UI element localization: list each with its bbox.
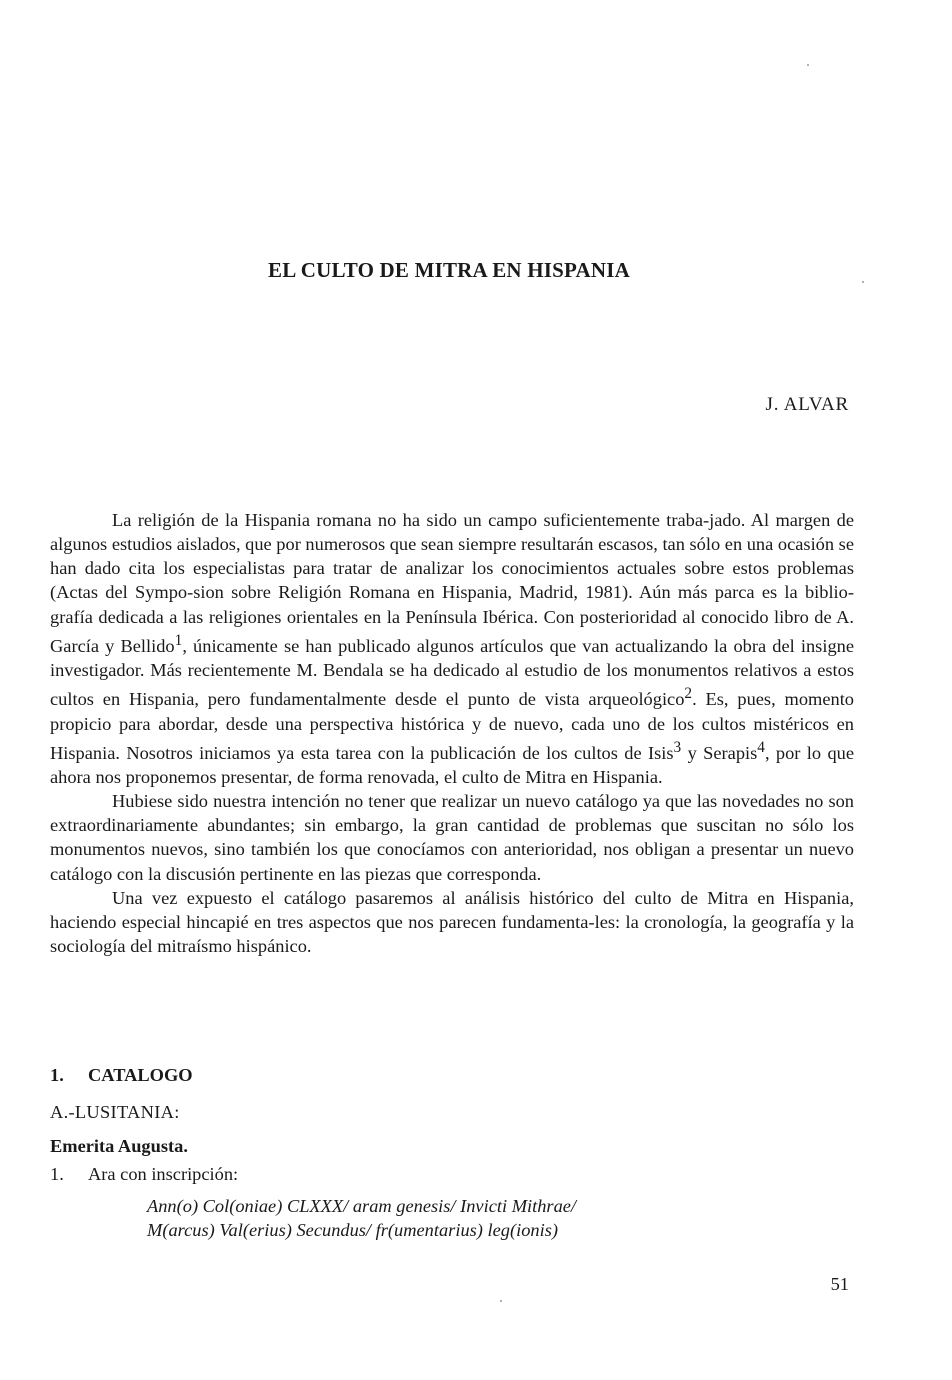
section-number: 1.	[50, 1065, 64, 1085]
paragraph-1	[50, 508, 854, 789]
paragraph-2: Hubiese sido nuestra intención no tener que realizar un nuevo catálogo ya que las novedades no son extraordinariamente abundantes; sin embargo, la gran cantidad de problemas que suscitan no sólo los monumentos nuevos, sino también los que conocíamos con anterioridad, nos obligan a presentar un nuevo catálogo con la discusión pertinente en las piezas que corresponda.	[50, 791, 854, 884]
footnote-ref-2[interactable]: 2	[684, 685, 693, 703]
scan-speck	[500, 1300, 502, 1302]
scan-speck	[862, 281, 864, 283]
inscription-text	[147, 1194, 576, 1242]
article-body	[50, 508, 854, 958]
item-number: 1.	[50, 1164, 64, 1184]
subsection-heading: A.-LUSITANIA:	[50, 1102, 180, 1122]
section-heading	[50, 1065, 193, 1086]
page-number: 51	[830, 1274, 849, 1294]
paragraph-text: . Es, pues, momento propicio para abordar, desde una perspectiva histórica y de nuevo, cada uno de los cultos mistéricos en Hispania. Nosotros iniciamos ya esta tarea con la publicación de los cultos de Isis	[50, 689, 855, 763]
paragraph-3: Una vez expuesto el catálogo pasaremos al análisis histórico del culto de Mitra en Hispania, haciendo especial hincapié en tres aspectos que nos parecen fundamenta-les: la cronología, la geografía y la sociología del mitraísmo hispánico.	[50, 887, 854, 957]
scan-speck	[807, 64, 809, 66]
footnote-ref-4[interactable]: 4	[757, 738, 765, 756]
paragraph-text: , únicamente se han publicado algunos artículos que van actualizando la obra del insigne investigador. Más recientemente M. Bendala se ha dedicado al estudio de los monumentos relativos a estos cultos en Hispania, pero fundamentalmente desde el punto de vista arqueológico	[50, 635, 854, 710]
footnote-ref-1[interactable]: 1	[174, 631, 183, 649]
paragraph-text: , por lo que ahora nos proponemos presentar, de forma renovada, el culto de Mitra en Hispania.	[50, 742, 855, 787]
article-title: EL CULTO DE MITRA EN HISPANIA	[268, 258, 630, 282]
paragraph-text: La religión de la Hispania romana no ha sido un campo suficientemente traba-jado. Al margen de algunos estudios aislados, que por numerosos que sean siempre resultarán escasos, tan sólo en una ocasión se han dado cita los especialistas para tratar de analizar los conocimientos actuales sobre estos problemas (Actas del Sympo-sion sobre Religión Romana en Hispania, Madrid, 1981). Aún más parca es la biblio-grafía dedicada a las religiones orientales en la Península Ibérica. Con posterioridad al conocido libro de A. García y Bellido	[50, 510, 854, 656]
section-label: CATALOGO	[88, 1065, 193, 1085]
catalog-item	[50, 1164, 238, 1185]
place-heading: Emerita Augusta.	[50, 1136, 188, 1156]
paragraph-text: y Serapis	[681, 742, 758, 763]
inscription-line: Ann(o) Col(oniae) CLXXX/ aram genesis/ Invicti Mithrae/	[147, 1196, 577, 1216]
item-label: Ara con inscripción:	[88, 1164, 239, 1184]
inscription-line: M(arcus) Val(erius) Secundus/ fr(umentarius) leg(ionis)	[147, 1220, 558, 1240]
author-name: J. ALVAR	[765, 394, 849, 415]
footnote-ref-3[interactable]: 3	[673, 738, 682, 756]
